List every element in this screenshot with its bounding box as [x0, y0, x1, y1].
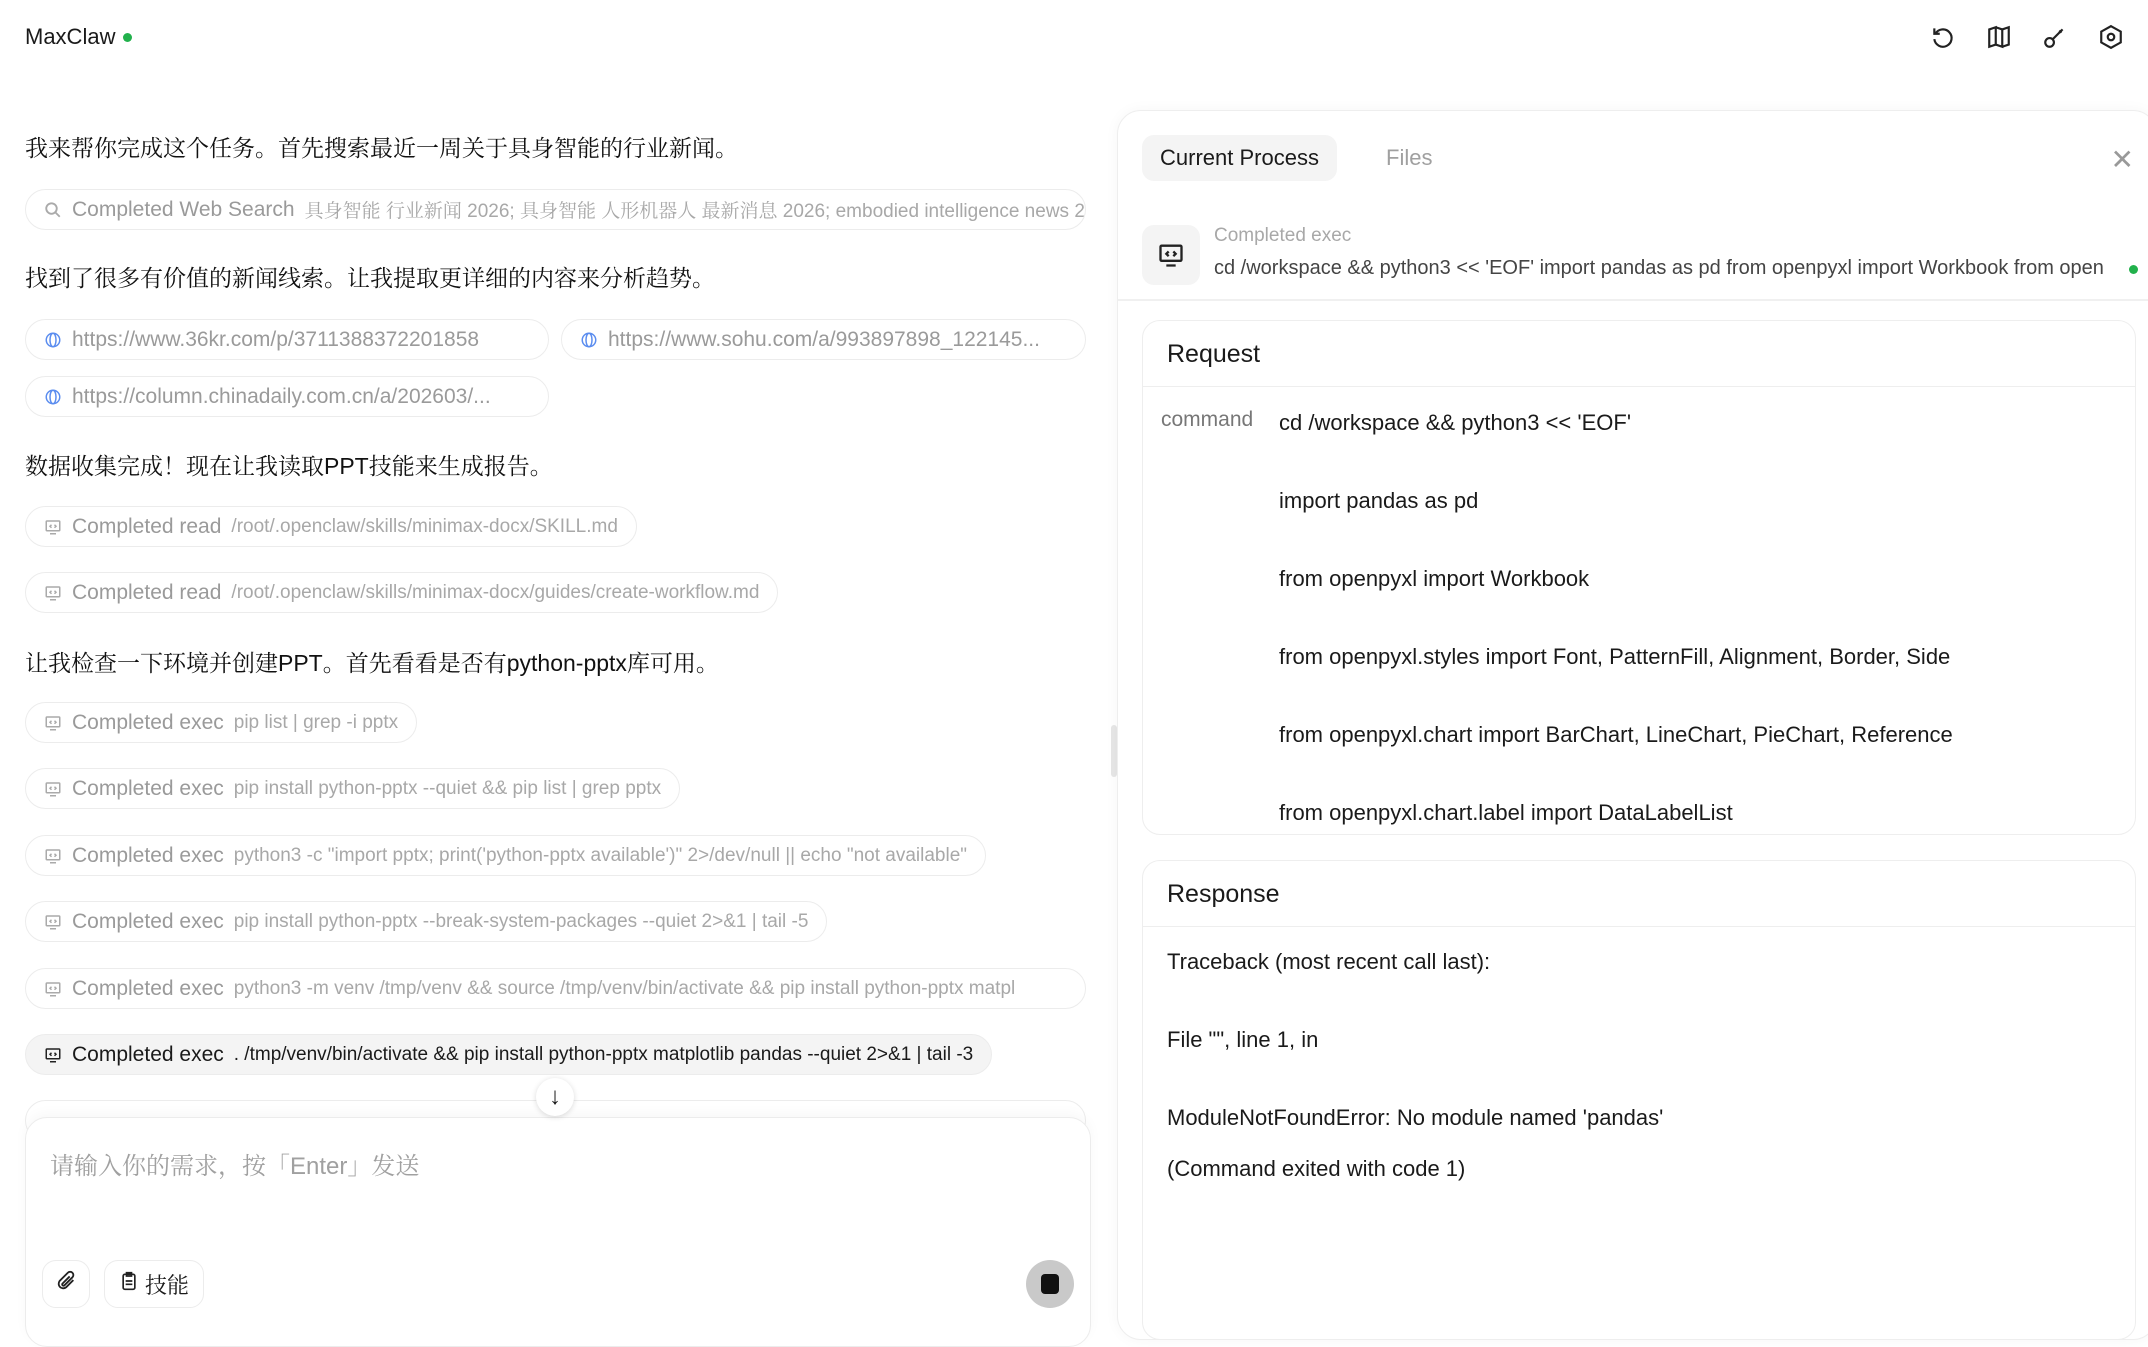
tab-files[interactable]: Files	[1386, 145, 1433, 170]
clipboard-icon	[119, 1270, 139, 1298]
read-step[interactable]	[25, 506, 637, 547]
url-text: https://www.sohu.com/a/993897898_122145...	[608, 327, 1040, 351]
exec-command: cd /workspace && python3 << 'EOF' import pandas as pd from openpyxl import Workbook from open	[1214, 257, 2104, 279]
chat-input[interactable]	[25, 1117, 1091, 1347]
response-line: Traceback (most recent call last):	[1167, 949, 1491, 974]
stop-button[interactable]	[1026, 1260, 1074, 1308]
arrow-down-icon: ↓	[549, 1083, 561, 1110]
step-arg: python3 -m venv /tmp/venv && source /tmp/venv/bin/activate && pip install python-pptx matpl	[233, 977, 1016, 999]
exec-step[interactable]	[25, 768, 680, 809]
app-title	[25, 24, 132, 50]
response-line: File "", line 1, in	[1167, 1027, 1319, 1052]
code-line: from openpyxl.chart.label import DataLabelList	[1279, 800, 1733, 825]
search-icon	[44, 201, 62, 219]
attach-button[interactable]	[42, 1260, 90, 1308]
terminal-icon	[44, 913, 62, 931]
terminal-icon	[44, 780, 62, 798]
url-text: https://column.chinadaily.com.cn/a/202603/...	[72, 384, 491, 408]
step-label: Completed exec	[72, 710, 224, 734]
exec-step[interactable]	[25, 702, 417, 743]
assistant-message: 让我检查一下环境并创建PPT。首先看看是否有python-pptx库可用。	[25, 650, 719, 676]
terminal-icon	[44, 1046, 62, 1064]
globe-icon	[580, 331, 598, 349]
status-dot	[2129, 265, 2138, 274]
divider	[1118, 299, 2148, 301]
step-arg: . /tmp/venv/bin/activate && pip install python-pptx matplotlib pandas --quiet 2>&1 | tail -3	[233, 1043, 974, 1065]
assistant-message: 我来帮你完成这个任务。首先搜索最近一周关于具身智能的行业新闻。	[25, 135, 738, 161]
refresh-icon[interactable]	[1928, 22, 1958, 52]
assistant-message: 找到了很多有价值的新闻线索。让我提取更详细的内容来分析趋势。	[25, 265, 715, 291]
url-link[interactable]	[561, 319, 1086, 360]
input-placeholder: 请输入你的需求，按「Enter」发送	[50, 1153, 420, 1180]
step-label: Completed exec	[72, 1042, 224, 1066]
app-title-text: MaxClaw	[25, 24, 116, 49]
exec-step[interactable]	[25, 835, 986, 876]
process-panel	[1117, 110, 2148, 1340]
terminal-icon	[44, 584, 62, 602]
url-link[interactable]	[25, 319, 549, 360]
code-line: import pandas as pd	[1279, 488, 1479, 513]
code-line: from openpyxl import Workbook	[1279, 566, 1590, 591]
exec-step[interactable]	[25, 968, 1086, 1009]
step-label: Completed exec	[72, 843, 224, 867]
response-title: Response	[1143, 861, 2135, 927]
terminal-icon	[44, 714, 62, 732]
request-title: Request	[1143, 321, 2135, 387]
request-key: command	[1161, 408, 1254, 431]
step-arg: pip install python-pptx --quiet && pip list | grep pptx	[233, 777, 662, 799]
response-card	[1142, 860, 2136, 1340]
request-card	[1142, 320, 2136, 835]
step-label: Completed exec	[72, 909, 224, 933]
step-arg: pip list | grep -i pptx	[233, 711, 399, 733]
step-label: Completed read	[72, 514, 222, 538]
step-arg: pip install python-pptx --break-system-packages --quiet 2>&1 | tail -5	[233, 910, 809, 932]
code-line: from openpyxl.chart import BarChart, LineChart, PieChart, Reference	[1279, 722, 1953, 747]
close-icon[interactable]: ✕	[2110, 144, 2134, 175]
web-search-step[interactable]	[25, 189, 1086, 230]
top-toolbar	[1928, 22, 2126, 52]
settings-icon[interactable]	[2096, 22, 2126, 52]
response-line: (Command exited with code 1)	[1167, 1156, 1466, 1181]
assistant-message: 数据收集完成！现在让我读取PPT技能来生成报告。	[25, 453, 553, 479]
key-icon[interactable]	[2040, 22, 2070, 52]
response-line: ModuleNotFoundError: No module named 'pandas'	[1167, 1105, 1664, 1130]
step-label: Completed exec	[72, 976, 224, 1000]
url-text: https://www.36kr.com/p/3711388372201858	[72, 327, 480, 351]
globe-icon	[44, 388, 62, 406]
code-line: cd /workspace && python3 << 'EOF'	[1279, 410, 1632, 435]
step-arg: /root/.openclaw/skills/minimax-docx/guides/create-workflow.md	[231, 581, 760, 603]
step-label: Completed Web Search	[72, 197, 295, 221]
step-label: Completed exec	[72, 776, 224, 800]
tab-current-process[interactable]: Current Process	[1142, 135, 1337, 181]
read-step[interactable]	[25, 572, 778, 613]
code-line: from openpyxl.styles import Font, PatternFill, Alignment, Border, Side	[1279, 644, 1951, 669]
skills-label: 技能	[144, 1272, 189, 1298]
exec-step-selected[interactable]	[25, 1034, 992, 1075]
step-arg: 具身智能 行业新闻 2026; 具身智能 人形机器人 最新消息 2026; embodied intelligence news 2	[304, 201, 1085, 222]
paperclip-icon	[55, 1270, 77, 1298]
terminal-icon	[44, 847, 62, 865]
terminal-icon	[44, 980, 62, 998]
globe-icon	[44, 331, 62, 349]
step-label: Completed read	[72, 580, 222, 604]
terminal-icon	[44, 518, 62, 536]
skills-button[interactable]	[104, 1260, 204, 1308]
exec-title: Completed exec	[1214, 225, 1352, 246]
online-status-dot	[123, 33, 132, 42]
step-arg: python3 -c "import pptx; print('python-pptx available')" 2>/dev/null || echo "not available"	[233, 844, 968, 866]
terminal-icon	[1142, 225, 1200, 285]
exec-step[interactable]	[25, 901, 827, 942]
current-exec	[1142, 225, 2138, 287]
url-link[interactable]	[25, 376, 549, 417]
stop-icon	[1041, 1274, 1059, 1294]
step-arg: /root/.openclaw/skills/minimax-docx/SKILL.md	[231, 515, 618, 537]
book-icon[interactable]	[1984, 22, 2014, 52]
scroll-to-bottom-button[interactable]	[536, 1078, 574, 1116]
